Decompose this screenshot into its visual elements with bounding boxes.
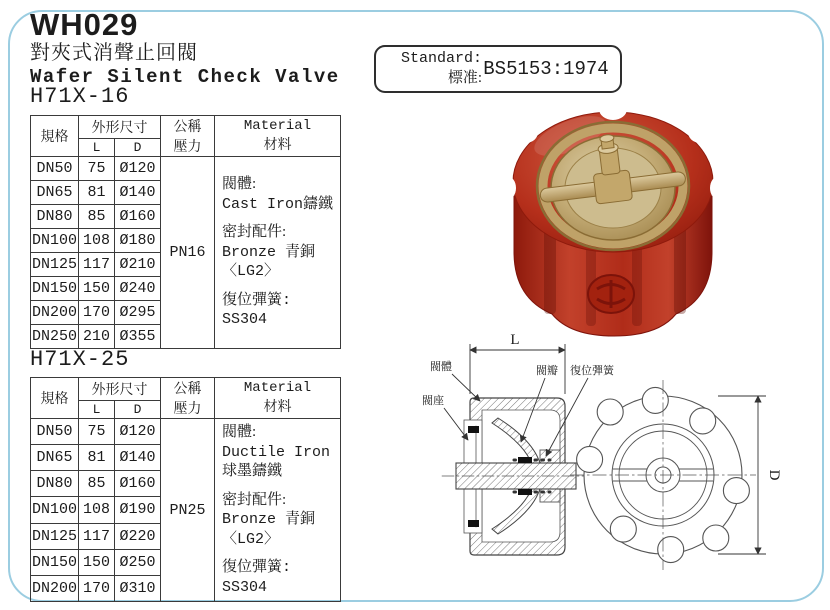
pressure-value: PN25 bbox=[161, 419, 215, 602]
series-title-h71x16: H71X-16 bbox=[30, 84, 130, 109]
table-row: DN50 75 Ø120 PN16 閥體: Cast Iron鑄鐵 密封配件: Bronze 青銅〈LG2〉 復位彈簧: SS304 bbox=[31, 157, 341, 181]
standard-value: BS5153:1974 bbox=[483, 58, 609, 80]
table-row: DN125 117 Ø220 bbox=[31, 523, 341, 549]
col-header-pressure: 公稱 壓力 bbox=[161, 378, 215, 419]
table-row: DN150 150 Ø250 bbox=[31, 549, 341, 575]
valve-photo bbox=[498, 100, 730, 342]
dimension-l bbox=[470, 332, 565, 394]
standard-label-zh: 標准: bbox=[447, 70, 482, 86]
table-row: DN80 85 Ø160 bbox=[31, 205, 341, 229]
dim-d-label: D bbox=[766, 469, 782, 481]
spec-table-h71x25 bbox=[30, 377, 341, 602]
table-row: DN65 81 Ø140 bbox=[31, 181, 341, 205]
standard-box bbox=[374, 45, 622, 93]
page-header bbox=[30, 8, 340, 88]
table-row: DN125 117 Ø210 bbox=[31, 253, 341, 277]
col-header-dims: 外形尺寸 bbox=[79, 116, 161, 139]
table-row: DN80 85 Ø160 bbox=[31, 471, 341, 497]
product-name-en: Wafer Silent Check Valve bbox=[30, 66, 340, 89]
label-seat: 閥座 bbox=[422, 395, 444, 407]
spec-table-h71x16 bbox=[30, 115, 341, 349]
front-view bbox=[570, 380, 756, 570]
section-view bbox=[442, 398, 590, 555]
material-cell: 閥體: Cast Iron鑄鐵 密封配件: Bronze 青銅〈LG2〉 復位彈簧: SS304 bbox=[215, 157, 341, 349]
col-header-spec: 規格 bbox=[31, 116, 79, 157]
brass-disc bbox=[534, 122, 689, 250]
product-name-zh: 對夾式消聲止回閥 bbox=[30, 42, 198, 65]
dim-l-label: L bbox=[510, 332, 520, 348]
table-row: DN150 150 Ø240 bbox=[31, 277, 341, 301]
table-row: DN100 108 Ø190 bbox=[31, 497, 341, 523]
series-title-h71x25: H71X-25 bbox=[30, 347, 130, 372]
technical-drawing bbox=[418, 330, 784, 592]
table-row: DN65 81 Ø140 bbox=[31, 445, 341, 471]
material-cell: 閥體: Ductile Iron 球墨鑄鐵 密封配件: Bronze 青銅〈LG2〉 復位彈簧: SS304 bbox=[215, 419, 341, 602]
col-header-material: Material 材料 bbox=[215, 116, 341, 157]
col-header-pressure: 公稱 壓力 bbox=[161, 116, 215, 157]
model-code: WH029 bbox=[30, 7, 139, 42]
brand-emblem bbox=[588, 275, 634, 313]
table-row: DN200 170 Ø310 bbox=[31, 575, 341, 601]
col-header-material: Material 材料 bbox=[215, 378, 341, 419]
label-body: 閥體 bbox=[430, 361, 452, 373]
pressure-value: PN16 bbox=[161, 157, 215, 349]
col-header-l: L bbox=[79, 139, 115, 157]
col-header-d: D bbox=[115, 139, 161, 157]
standard-label-en: Standard: bbox=[400, 50, 482, 68]
label-disc: 閥瓣 bbox=[536, 365, 558, 377]
table-row: DN200 170 Ø295 bbox=[31, 301, 341, 325]
table-row: DN50 75 Ø120 PN25 閥體: Ductile Iron 球墨鑄鐵 密封配件: Bronze 青銅〈LG2〉 復位彈簧: SS304 bbox=[31, 419, 341, 445]
col-header-spec: 規格 bbox=[31, 378, 79, 419]
col-header-d: D bbox=[115, 401, 161, 419]
col-header-l: L bbox=[79, 401, 115, 419]
table-row: DN250 210 Ø355 bbox=[31, 325, 341, 349]
col-header-dims: 外形尺寸 bbox=[79, 378, 161, 401]
label-spring: 復位彈簧 bbox=[570, 365, 614, 377]
table-row: DN100 108 Ø180 bbox=[31, 229, 341, 253]
